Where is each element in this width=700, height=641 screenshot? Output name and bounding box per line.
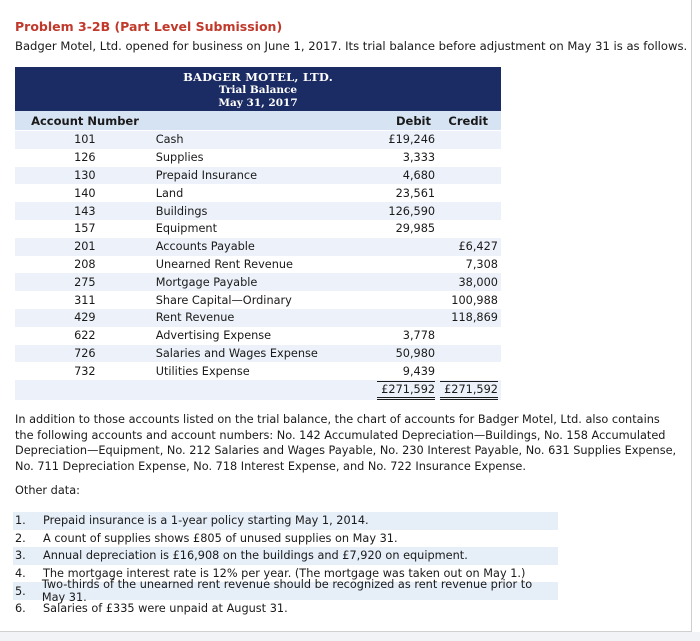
item-number: 5.: [15, 584, 26, 598]
account-number: 622: [74, 329, 96, 343]
credit-amount: £6,427: [458, 240, 498, 254]
table-row: [15, 345, 501, 363]
debit-amount: 4,680: [402, 168, 436, 182]
account-name: Supplies: [155, 151, 204, 165]
account-number: 275: [74, 275, 96, 289]
problem-title: Problem 3-2B (Part Level Submission): [15, 19, 283, 34]
debit-amount: 126,590: [388, 204, 436, 218]
account-number: 101: [74, 133, 96, 147]
debit-amount: 3,333: [402, 151, 436, 165]
account-name: Prepaid Insurance: [155, 168, 258, 182]
account-name: Land: [155, 186, 184, 200]
bottom-strip: [0, 632, 700, 641]
debit-amount: 29,985: [395, 222, 436, 236]
account-name: Mortgage Payable: [155, 275, 258, 289]
debit-amount: £19,246: [388, 133, 436, 147]
account-number: 140: [74, 186, 96, 200]
table-row: [15, 167, 501, 185]
item-number: 2.: [15, 531, 26, 545]
problem-intro: Badger Motel, Ltd. opened for business on June 1, 2017. Its trial balance before adjustment on May 31 is as follows.: [15, 39, 688, 53]
other-data-list: [13, 512, 558, 618]
item-text: A count of supplies shows £805 of unused supplies on May 31.: [43, 531, 398, 545]
debit-amount: 3,778: [402, 329, 436, 343]
total-debit: £271,592: [377, 381, 435, 400]
account-number: 201: [74, 240, 96, 254]
item-number: 6.: [15, 602, 26, 616]
table-row: [15, 291, 501, 309]
account-number: 726: [74, 346, 96, 360]
table-row: [15, 220, 501, 238]
other-data-label: Other data:: [15, 484, 80, 497]
account-number: 311: [74, 293, 96, 307]
account-number: 130: [74, 168, 96, 182]
account-number: 429: [74, 311, 96, 325]
table-row: [15, 184, 501, 202]
list-item: [13, 530, 558, 548]
company-name: BADGER MOTEL, LTD.: [183, 70, 333, 84]
item-number: 3.: [15, 549, 26, 563]
item-number: 4.: [15, 567, 26, 581]
account-name: Accounts Payable: [155, 240, 255, 254]
debit-amount: 50,980: [395, 346, 436, 360]
credit-amount: 118,869: [451, 311, 498, 325]
table-row: [15, 149, 501, 167]
trial-balance-table: [15, 67, 501, 400]
account-name: Buildings: [155, 204, 208, 218]
debit-amount: 9,439: [402, 364, 436, 378]
account-number: 126: [74, 151, 96, 165]
credit-amount: 38,000: [458, 275, 498, 289]
table-row: [15, 327, 501, 345]
account-name: Salaries and Wages Expense: [155, 346, 318, 360]
table-row: [15, 256, 501, 274]
table-row: [15, 131, 501, 149]
debit-amount: 23,561: [395, 186, 436, 200]
list-item: [13, 547, 558, 565]
credit-amount: 100,988: [451, 293, 498, 307]
account-name: Advertising Expense: [155, 329, 272, 343]
table-row: [15, 238, 501, 256]
account-number: 157: [74, 222, 96, 236]
trial-balance-header: [15, 67, 501, 111]
list-item: [13, 512, 558, 530]
list-item: [13, 578, 558, 605]
account-name: Equipment: [155, 222, 218, 236]
item-text: Annual depreciation is £16,908 on the buildings and £7,920 on equipment.: [43, 549, 468, 563]
item-text: Salaries of £335 were unpaid at August 31.: [43, 602, 288, 616]
credit-amount: 7,308: [465, 257, 498, 271]
item-text: Two-thirds of the unearned rent revenue should be recognized as rent revenue prior to May 31.: [41, 578, 533, 605]
header-account-number: Account Number: [31, 113, 139, 128]
account-name: Cash: [155, 133, 184, 147]
statement-date: May 31, 2017: [218, 97, 298, 109]
item-text: Prepaid insurance is a 1-year policy starting May 1, 2014.: [43, 514, 369, 528]
totals-row: [15, 380, 501, 400]
item-text: The mortgage interest rate is 12% per year. (The mortgage was taken out on May 1.): [43, 567, 526, 581]
account-name: Rent Revenue: [155, 311, 235, 325]
table-row: [15, 362, 501, 380]
table-row: [15, 309, 501, 327]
chart-of-accounts-note: In addition to those accounts listed on the trial balance, the chart of accounts for Badger Motel, Ltd. also contains the following accounts and account numbers: No. 142 Accumulated Depreciation—Buildings, No. 158 Accumulated Depreciation—Equipment, No. 212 Salaries and Wages Payable, No. 230 Interest Payable, No. 631 Supplies Expense, No. 711 Depreciation Expense, No. 718 Interest Expense, and No. 722 Insurance Expense.: [15, 413, 677, 473]
account-name: Share Capital—Ordinary: [155, 293, 292, 307]
trial-balance-rows: [15, 131, 501, 380]
header-debit: Debit: [395, 113, 431, 128]
statement-name: Trial Balance: [218, 84, 298, 96]
header-credit: Credit: [448, 113, 488, 128]
table-row: [15, 202, 501, 220]
account-number: 208: [74, 257, 96, 271]
item-number: 1.: [15, 514, 26, 528]
account-number: 143: [74, 204, 96, 218]
table-row: [15, 273, 501, 291]
account-number: 732: [74, 364, 96, 378]
total-credit: £271,592: [440, 381, 498, 400]
column-headers: [15, 111, 501, 131]
account-name: Utilities Expense: [155, 364, 250, 378]
account-name: Unearned Rent Revenue: [155, 257, 293, 271]
